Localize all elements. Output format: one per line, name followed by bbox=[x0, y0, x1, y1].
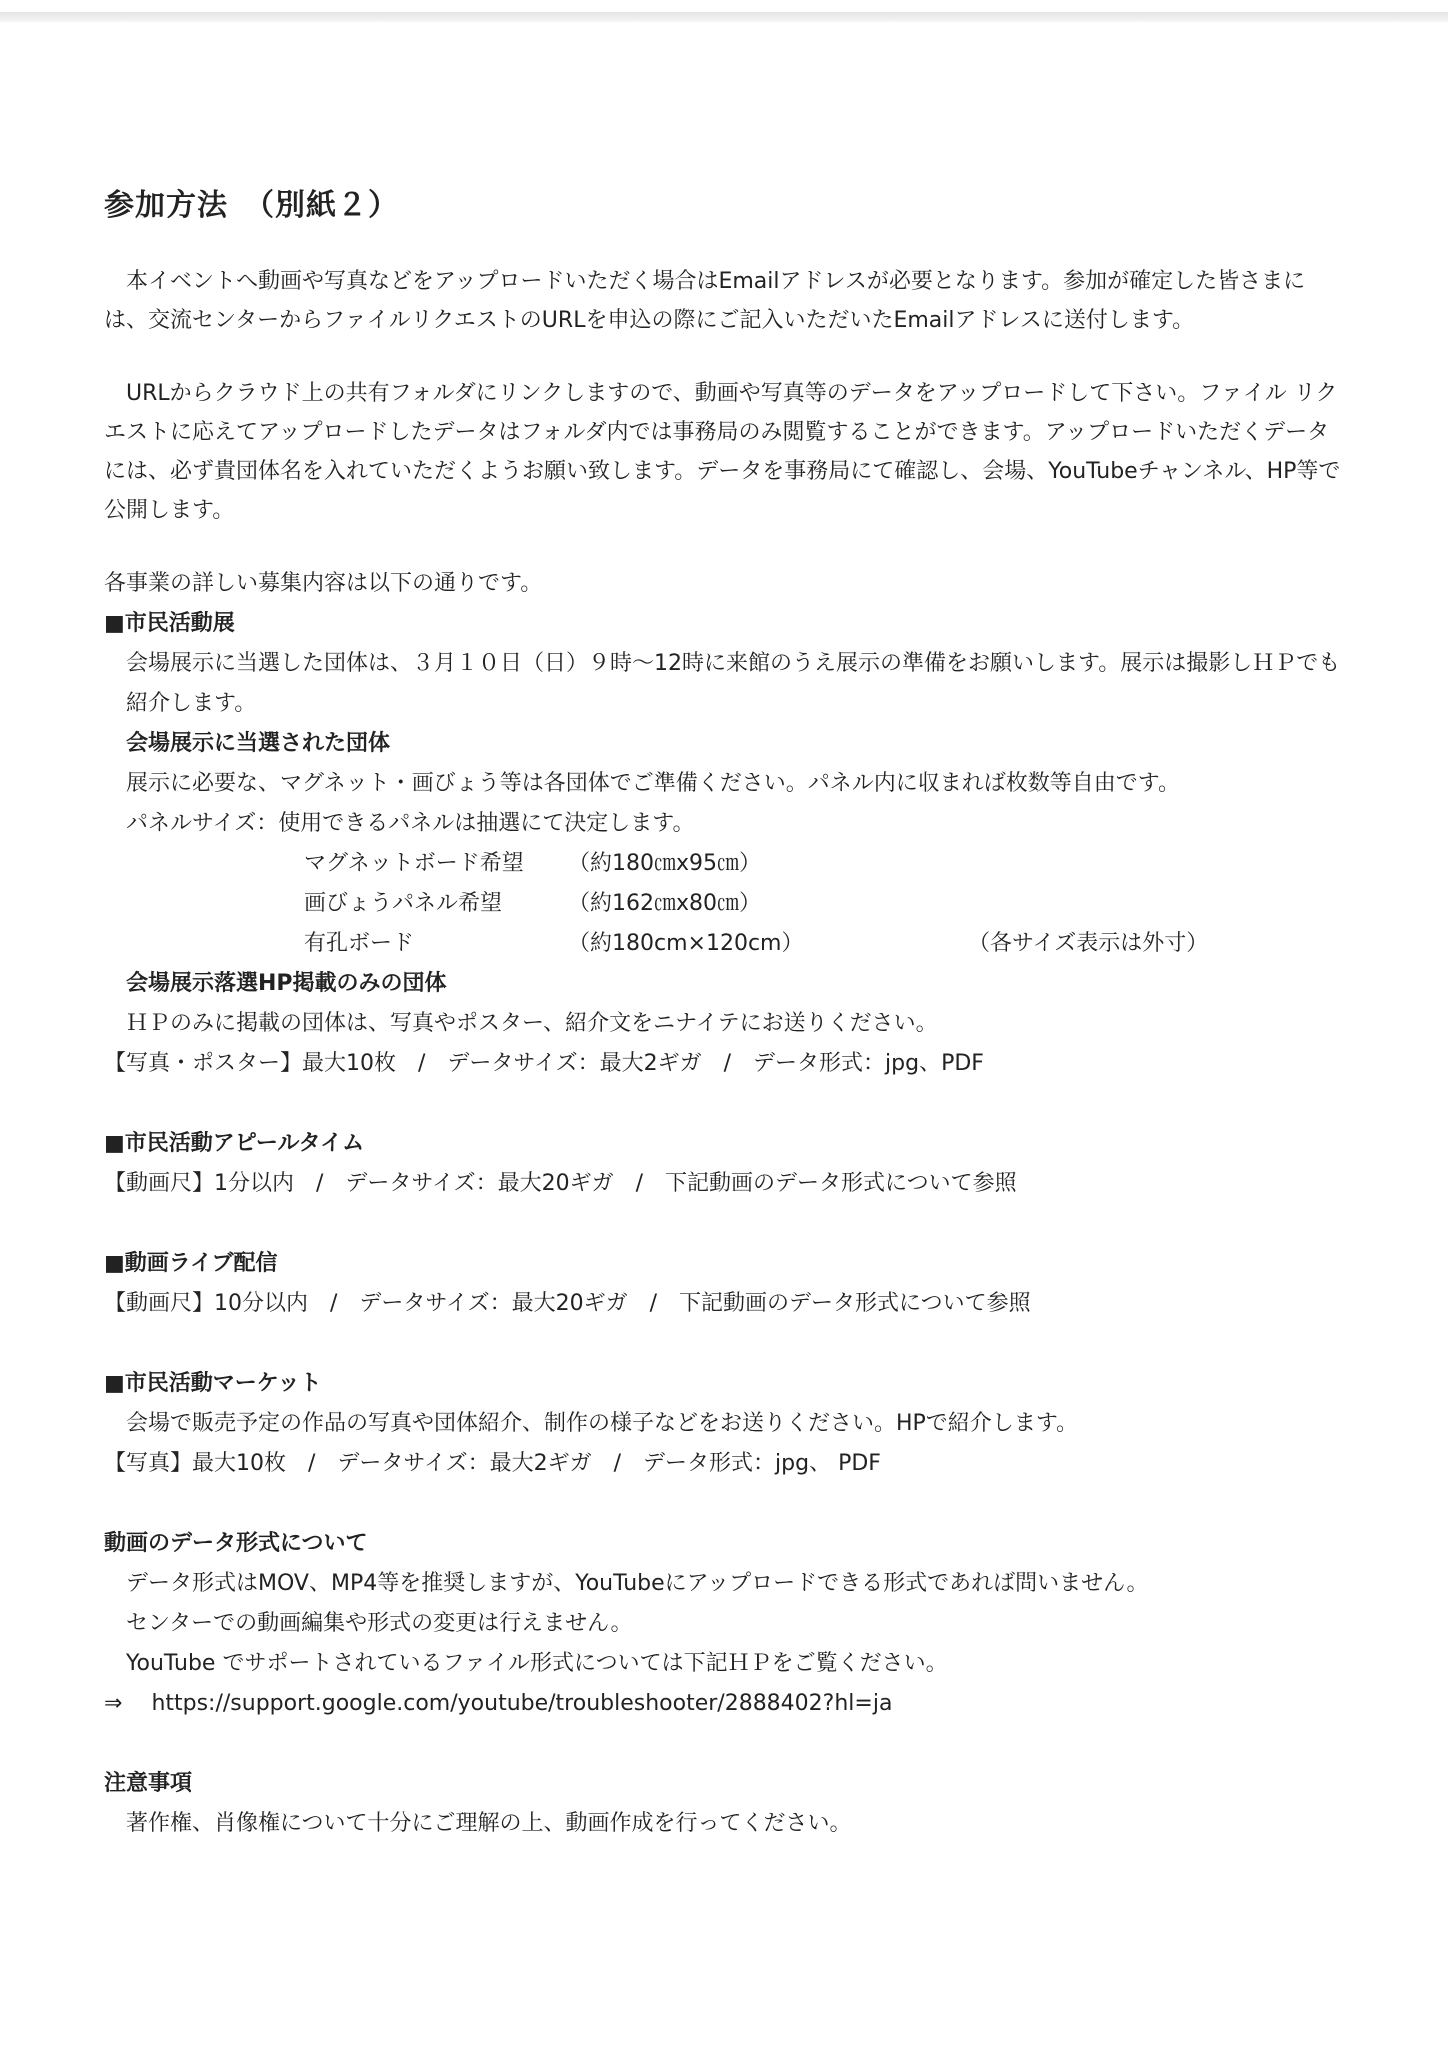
selected-groups-heading: 会場展示に当選された団体 bbox=[126, 731, 391, 756]
panel-row bbox=[104, 924, 1344, 964]
panel-size: （約180㎝x95㎝） bbox=[568, 851, 762, 876]
market-specs: 【写真】最大10枚 / データサイズ：最大2ギガ / データ形式：jpg、 PDF bbox=[104, 1451, 881, 1476]
arrow-icon: ⇒ bbox=[104, 1691, 123, 1716]
panel-size-description: 使用できるパネルは抽選にて決定します。 bbox=[278, 811, 695, 836]
support-link[interactable]: https://support.google.com/youtube/troubleshooter/2888402?hl=ja bbox=[151, 1691, 893, 1716]
panel-name: マグネットボード希望 bbox=[304, 851, 524, 876]
video-format-line-2: センターでの動画編集や形式の変更は行えません。 bbox=[126, 1611, 633, 1636]
market-heading: ■市民活動マーケット bbox=[104, 1371, 322, 1396]
panel-name: 有孔ボード bbox=[304, 931, 415, 956]
intro-paragraph-2: URLからクラウド上の共有フォルダにリンクしますので、動画や写真等のデータをアップロードして下さい。ファイル リクエストに応えてアップロードしたデータはフォルダ内では事務局のみ閲覧することができます。アップロードいただくデータには、必ず貴団体名を入れていただくようお願い致します。データを事務局にて確認し、会場、YouTubeチャンネル、HP等で公開します。 bbox=[104, 381, 1341, 523]
panel-size: （約180cm×120cm） bbox=[568, 931, 804, 956]
rejected-groups-specs: 【写真・ポスター】最大10枚 / データサイズ：最大2ギガ / データ形式：jpg、PDF bbox=[104, 1051, 984, 1076]
video-format-line-1: データ形式はMOV、MP4等を推奨しますが、YouTubeにアップロードできる形式であれば問いません。 bbox=[126, 1571, 1149, 1596]
notes-heading: 注意事項 bbox=[104, 1771, 193, 1796]
panel-row bbox=[104, 844, 1344, 884]
appeal-time-specs: 【動画尺】1分以内 / データサイズ：最大20ギガ / 下記動画のデータ形式について参照 bbox=[104, 1171, 1017, 1196]
panel-size-label: パネルサイズ： bbox=[126, 811, 279, 836]
panel-size-line bbox=[104, 804, 1344, 844]
exhibition-description: 会場展示に当選した団体は、３月１０日（日）９時～12時に来館のうえ展示の準備をお願いします。展示は撮影しＨＰでも紹介します。 bbox=[126, 651, 1341, 716]
intro-paragraph-1: 本イベントへ動画や写真などをアップロードいただく場合はEmailアドレスが必要となります。参加が確定した皆さまには、交流センターからファイルリクエストのURLを申込の際にご記入いただいたEmailアドレスに送付します。 bbox=[104, 269, 1306, 333]
appeal-time-heading: ■市民活動アピールタイム bbox=[104, 1131, 365, 1156]
scan-edge bbox=[0, 12, 1448, 22]
panel-row bbox=[104, 884, 1344, 924]
panel-size: （約162㎝x80㎝） bbox=[568, 891, 762, 916]
panel-name: 画びょうパネル希望 bbox=[304, 891, 503, 916]
rejected-groups-heading: 会場展示落選HP掲載のみの団体 bbox=[126, 971, 447, 996]
live-stream-specs: 【動画尺】10分以内 / データサイズ：最大20ギガ / 下記動画のデータ形式について参照 bbox=[104, 1291, 1031, 1316]
notes-description: 著作権、肖像権について十分にご理解の上、動画作成を行ってください。 bbox=[126, 1811, 852, 1836]
market-description: 会場で販売予定の作品の写真や団体紹介、制作の様子などをお送りください。HPで紹介します。 bbox=[126, 1411, 1079, 1436]
video-format-heading: 動画のデータ形式について bbox=[104, 1531, 368, 1556]
live-stream-heading: ■動画ライブ配信 bbox=[104, 1251, 278, 1276]
support-link-line bbox=[104, 1684, 1344, 1724]
selected-groups-description: 展示に必要な、マグネット・画びょう等は各団体でご準備ください。パネル内に収まれば枚数等自由です。 bbox=[126, 771, 1181, 796]
page-title: 参加方法 （別紙２） bbox=[104, 188, 399, 223]
video-format-line-3: YouTube でサポートされているファイル形式については下記ＨＰをご覧ください。 bbox=[126, 1651, 948, 1676]
rejected-groups-description: ＨＰのみに掲載の団体は、写真やポスター、紹介文をニナイテにお送りください。 bbox=[126, 1011, 938, 1036]
panel-note: （各サイズ表示は外寸） bbox=[968, 931, 1209, 956]
exhibition-heading: ■市民活動展 bbox=[104, 611, 235, 636]
intro-summary: 各事業の詳しい募集内容は以下の通りです。 bbox=[104, 571, 543, 596]
document-page bbox=[104, 180, 1344, 1844]
